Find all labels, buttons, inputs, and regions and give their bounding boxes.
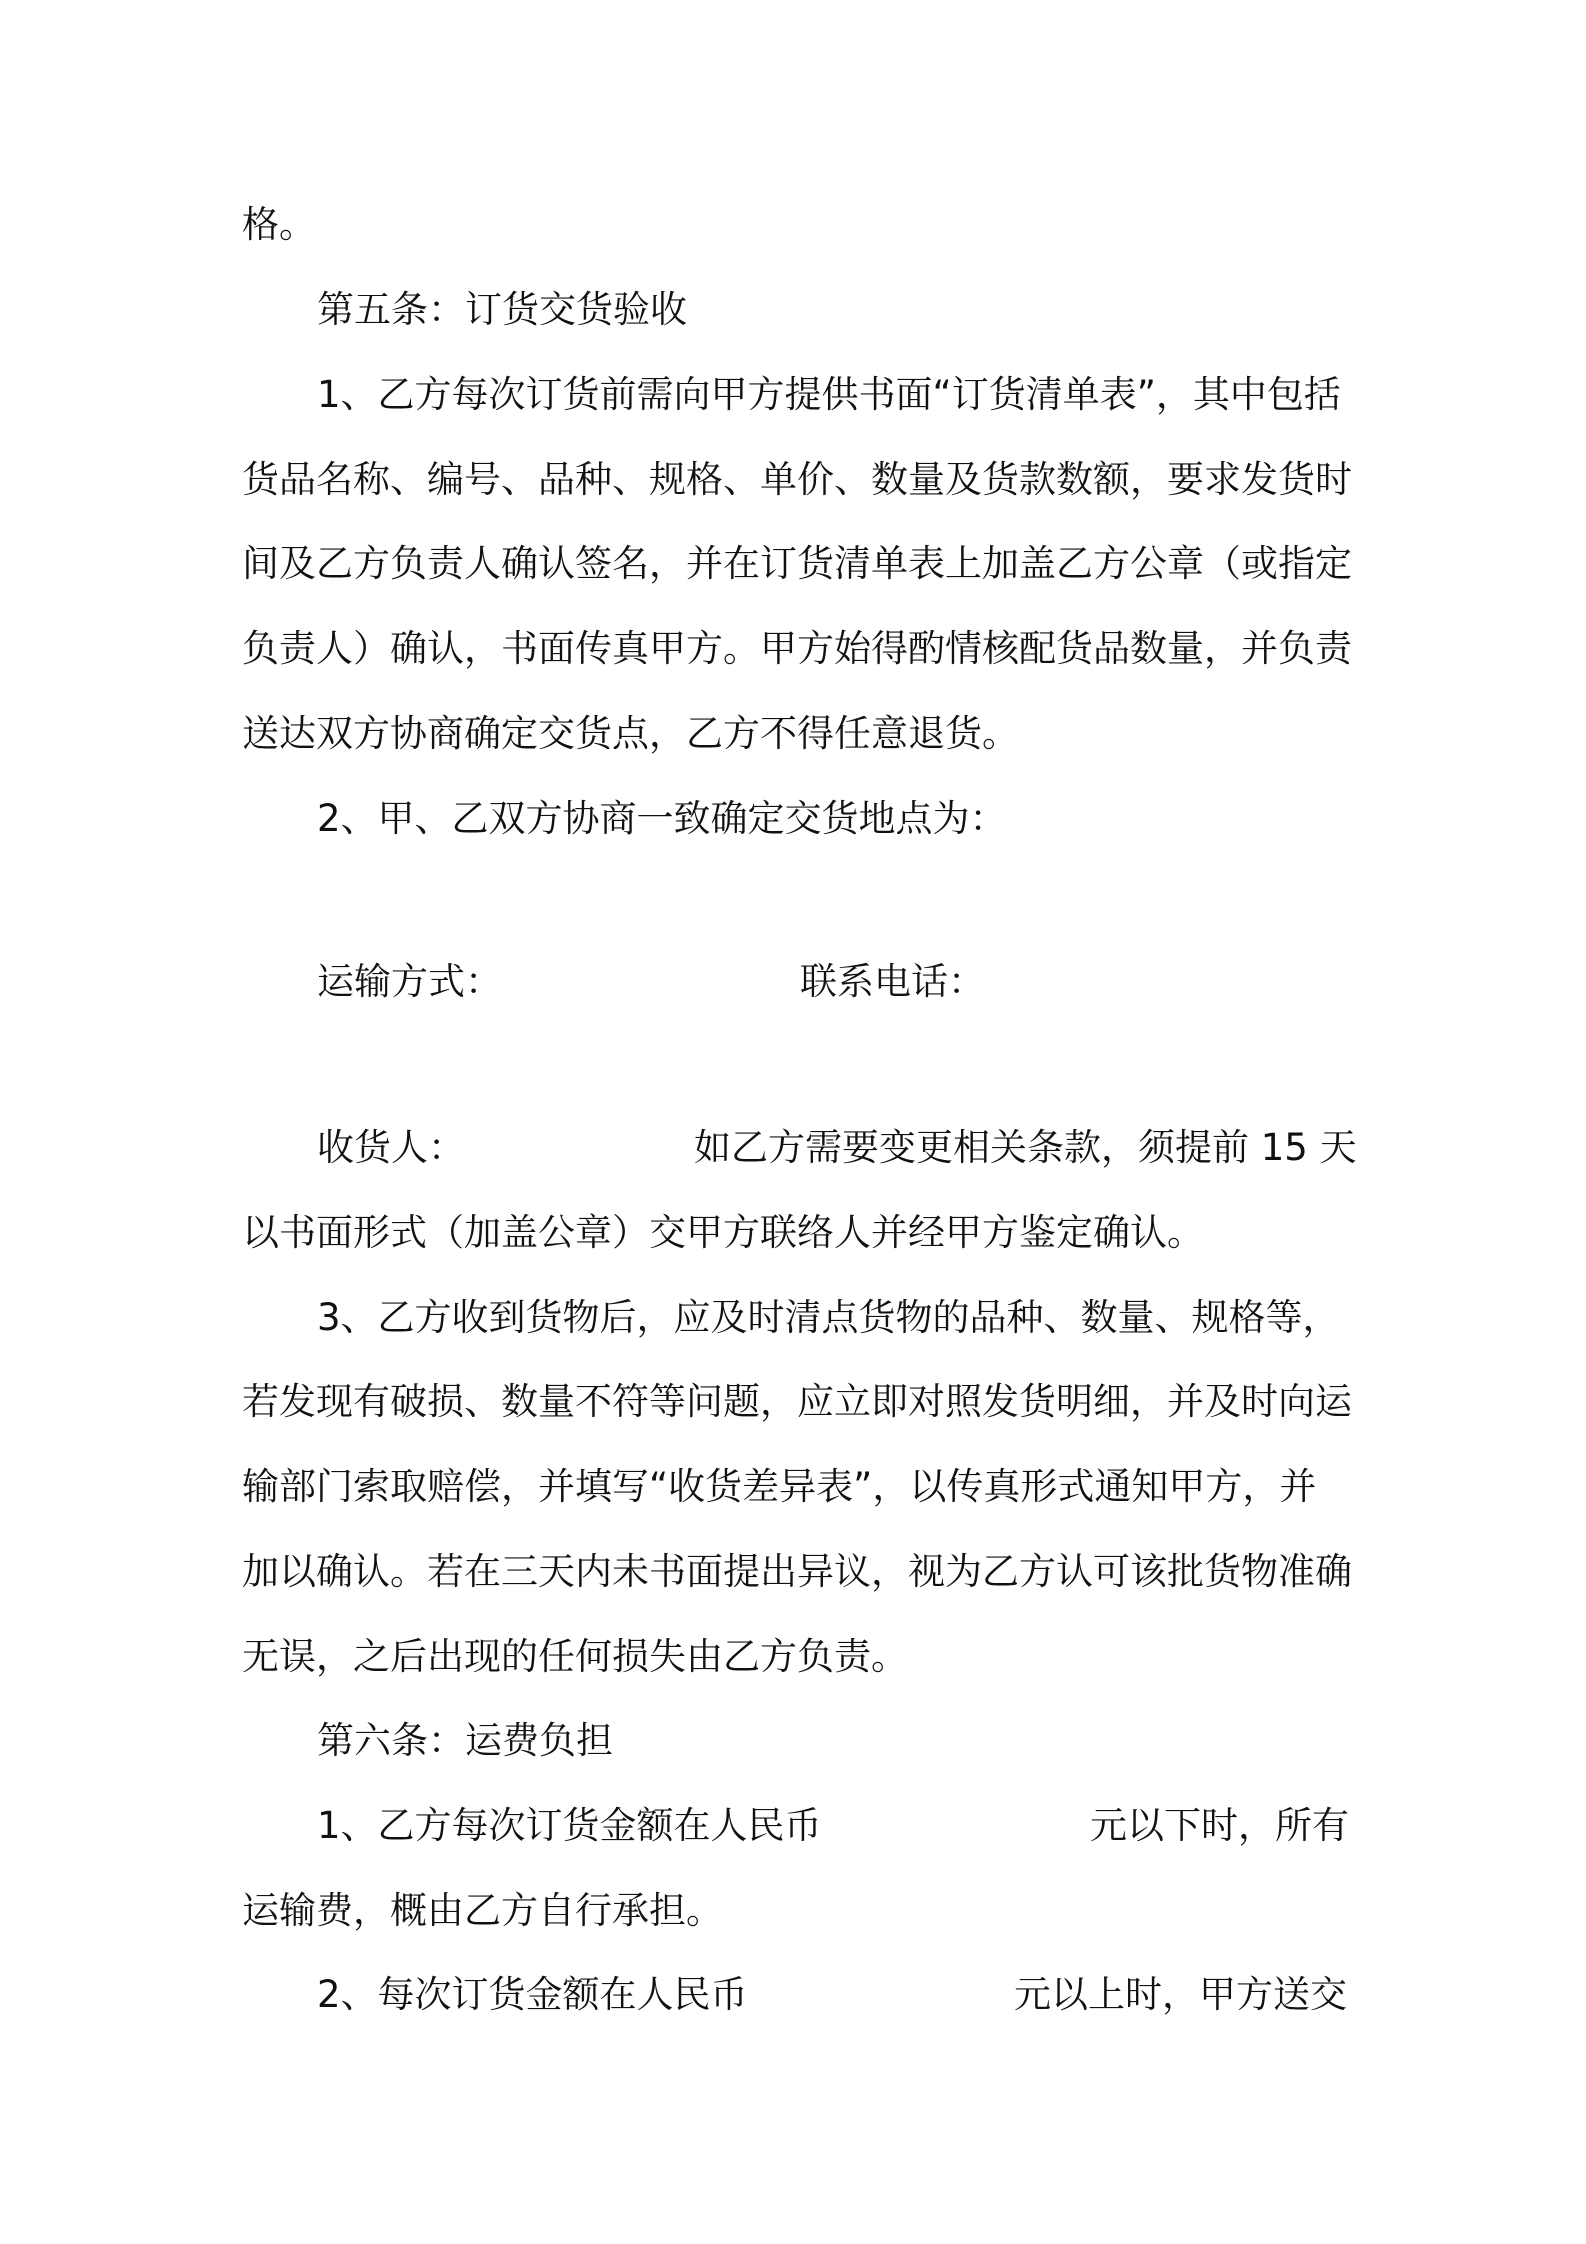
text-line: 无误，之后出现的任何损失由乙方负责。 xyxy=(242,1635,908,1678)
text-line: 1、乙方每次订货前需向甲方提供书面“订货清单表”，其中包括 xyxy=(317,373,1341,416)
consignee-note: 如乙方需要变更相关条款，须提前 15 天 xyxy=(694,1126,1357,1169)
text-line: 若发现有破损、数量不符等问题，应立即对照发货明细，并及时向运 xyxy=(242,1380,1352,1423)
text-line: 加以确认。若在三天内未书面提出异议，视为乙方认可该批货物准确 xyxy=(242,1550,1352,1593)
freight-line-1-right: 元以下时，所有 xyxy=(1090,1804,1349,1847)
freight-line-2-left: 2、每次订货金额在人民币 xyxy=(317,1973,748,2016)
phone-label: 联系电话： xyxy=(800,960,985,1003)
text-line: 负责人）确认，书面传真甲方。甲方始得酌情核配货品数量，并负责 xyxy=(242,627,1352,670)
text-line: 以书面形式（加盖公章）交甲方联络人并经甲方鉴定确认。 xyxy=(242,1211,1204,1254)
freight-line-1-left: 1、乙方每次订货金额在人民币 xyxy=(317,1804,822,1847)
section-heading: 第六条：运费负担 xyxy=(317,1719,613,1762)
freight-line-2-right: 元以上时，甲方送交 xyxy=(1014,1973,1347,2016)
text-line: 运输费，概由乙方自行承担。 xyxy=(242,1889,723,1932)
text-line: 2、甲、乙双方协商一致确定交货地点为： xyxy=(317,797,1007,840)
section-heading: 第五条：订货交货验收 xyxy=(317,288,687,331)
text-line: 送达双方协商确定交货点，乙方不得任意退货。 xyxy=(242,712,1019,755)
text-line: 输部门索取赔偿，并填写“收货差异表”，以传真形式通知甲方，并 xyxy=(242,1465,1317,1508)
text-line: 货品名称、编号、品种、规格、单价、数量及货款数额，要求发货时 xyxy=(242,458,1352,501)
text-line: 格。 xyxy=(242,203,316,246)
consignee-label: 收货人： xyxy=(317,1126,465,1169)
transport-label: 运输方式： xyxy=(317,960,502,1003)
text-line: 3、乙方收到货物后，应及时清点货物的品种、数量、规格等， xyxy=(317,1296,1340,1339)
text-line: 间及乙方负责人确认签名，并在订货清单表上加盖乙方公章（或指定 xyxy=(242,542,1352,585)
